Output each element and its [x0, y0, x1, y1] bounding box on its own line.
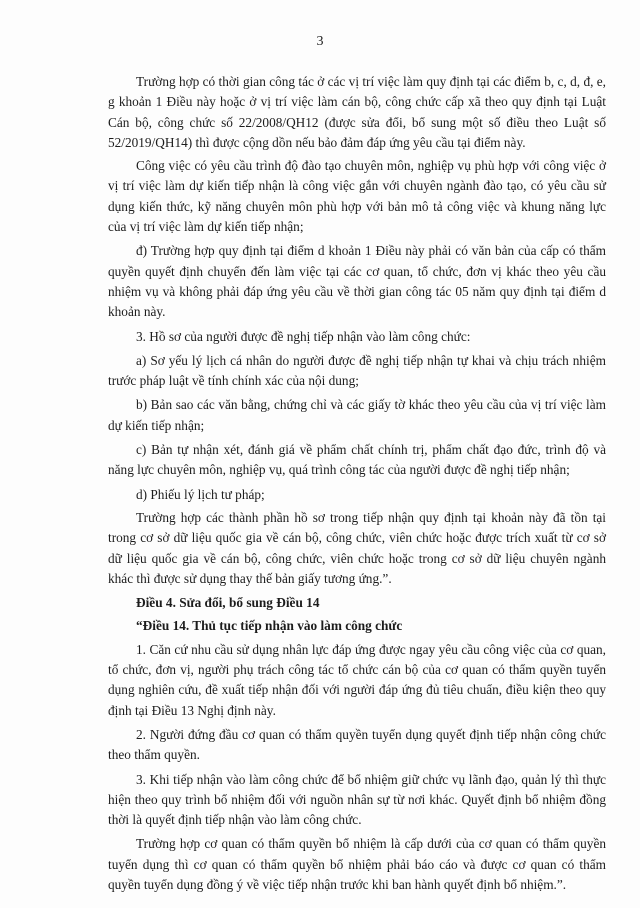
paragraph-database-substitution: Trường hợp các thành phần hồ sơ trong tiếp nhận quy định tại khoản này đã tồn tại trong cơ sở dữ liệu quốc gia về cán bộ, công chức, viên chức hoặc được trích xuất từ cơ sở dữ liệu quốc gia về cán bộ, công chức, viên chức hoặc trong cơ sở dữ liệu chuyên ngành khác thì được sử dụng thay thế bản giấy tương ứng.”.	[108, 509, 606, 586]
paragraph-clause-3-heading: 3. Hồ sơ của người được đề nghị tiếp nhận vào làm công chức:	[136, 328, 471, 344]
paragraph-subordinate-authority: Trường hợp cơ quan có thẩm quyền bổ nhiệm là cấp dưới của cơ quan có thẩm quyền tuyển dụng thì cơ quan có thẩm quyền bổ nhiệm phải báo cáo và được cơ quan có thẩm quyền tuyển dụng đồng ý về việc tiếp nhận trước khi ban hành quyết định bổ nhiệm.”.	[108, 836, 606, 892]
page-number: 3	[316, 34, 324, 49]
paragraph-point-b: b) Bản sao các văn bằng, chứng chỉ và các giấy tờ khác theo yêu cầu của vị trí việc làm dự kiến tiếp nhận;	[108, 397, 606, 433]
paragraph-procedure-2: 2. Người đứng đầu cơ quan có thẩm quyền tuyển dụng quyết định tiếp nhận công chức theo thẩm quyền.	[108, 726, 606, 763]
paragraph-point-dd: đ) Trường hợp quy định tại điểm d khoản 1 Điều này phải có văn bản của cấp có thẩm quyền quyết định chuyển đến làm việc tại các cơ quan, tổ chức, đơn vị khác theo yêu cầu nhiệm vụ và không phải đáp ứng yêu cầu về thời gian công tác 05 năm quy định tại điểm d khoản này.	[108, 243, 606, 320]
paragraph-point-a: a) Sơ yếu lý lịch cá nhân do người được đề nghị tiếp nhận tự khai và chịu trách nhiệm trước pháp luật về tính chính xác của nội dung;	[108, 352, 606, 389]
document-body	[108, 72, 606, 898]
paragraph-procedure-3: 3. Khi tiếp nhận vào làm công chức để bổ nhiệm giữ chức vụ lãnh đạo, quản lý thì thực hiện theo quy trình bổ nhiệm đối với nguồn nhân sự từ nơi khác. Quyết định bổ nhiệm đồng thời là quyết định tiếp nhận vào làm công chức.	[108, 771, 606, 828]
paragraph-point-c: c) Bản tự nhận xét, đánh giá về phẩm chất chính trị, phẩm chất đạo đức, trình độ và năng lực chuyên môn, nghiệp vụ, quá trình công tác của người được đề nghị tiếp nhận;	[108, 442, 606, 478]
paragraph-point-d: d) Phiếu lý lịch tư pháp;	[136, 486, 265, 502]
paragraph-cumulative-service: Trường hợp có thời gian công tác ở các vị trí việc làm quy định tại các điểm b, c, d, đ, e, g khoản 1 Điều này hoặc ở vị trí việc làm cán bộ, công chức cấp xã theo quy định tại Luật Cán bộ, công chức số 22/2008/QH12 (được sửa đổi, bổ sung một số điều theo Luật số 52/2019/QH14) thì được cộng dồn nếu bảo đảm đáp ứng yêu cầu tại điểm này.	[108, 74, 606, 150]
paragraph-procedure-1: 1. Căn cứ nhu cầu sử dụng nhân lực đáp ứng được ngay yêu cầu công việc của cơ quan, tổ chức, đơn vị, người phụ trách công tác tổ chức cán bộ của cơ quan có thẩm quyền tuyển dụng nghiên cứu, đề xuất tiếp nhận đối với người đáp ứng đủ tiêu chuẩn, điều kiện theo quy định tại Điều 13 Nghị định này.	[108, 641, 606, 718]
paragraph-work-requirements: Công việc có yêu cầu trình độ đào tạo chuyên môn, nghiệp vụ phù hợp với công việc ở vị trí việc làm dự kiến tiếp nhận là công việc gắn với chuyên ngành đào tạo, có yêu cầu sử dụng kiến thức, kỹ năng chuyên môn phù hợp với bản mô tả công việc và khung năng lực của vị trí việc làm dự kiến tiếp nhận;	[108, 158, 606, 235]
article-14-heading: “Điều 14. Thủ tục tiếp nhận vào làm công chức	[136, 618, 403, 634]
article-4-heading: Điều 4. Sửa đổi, bổ sung Điều 14	[136, 595, 320, 611]
